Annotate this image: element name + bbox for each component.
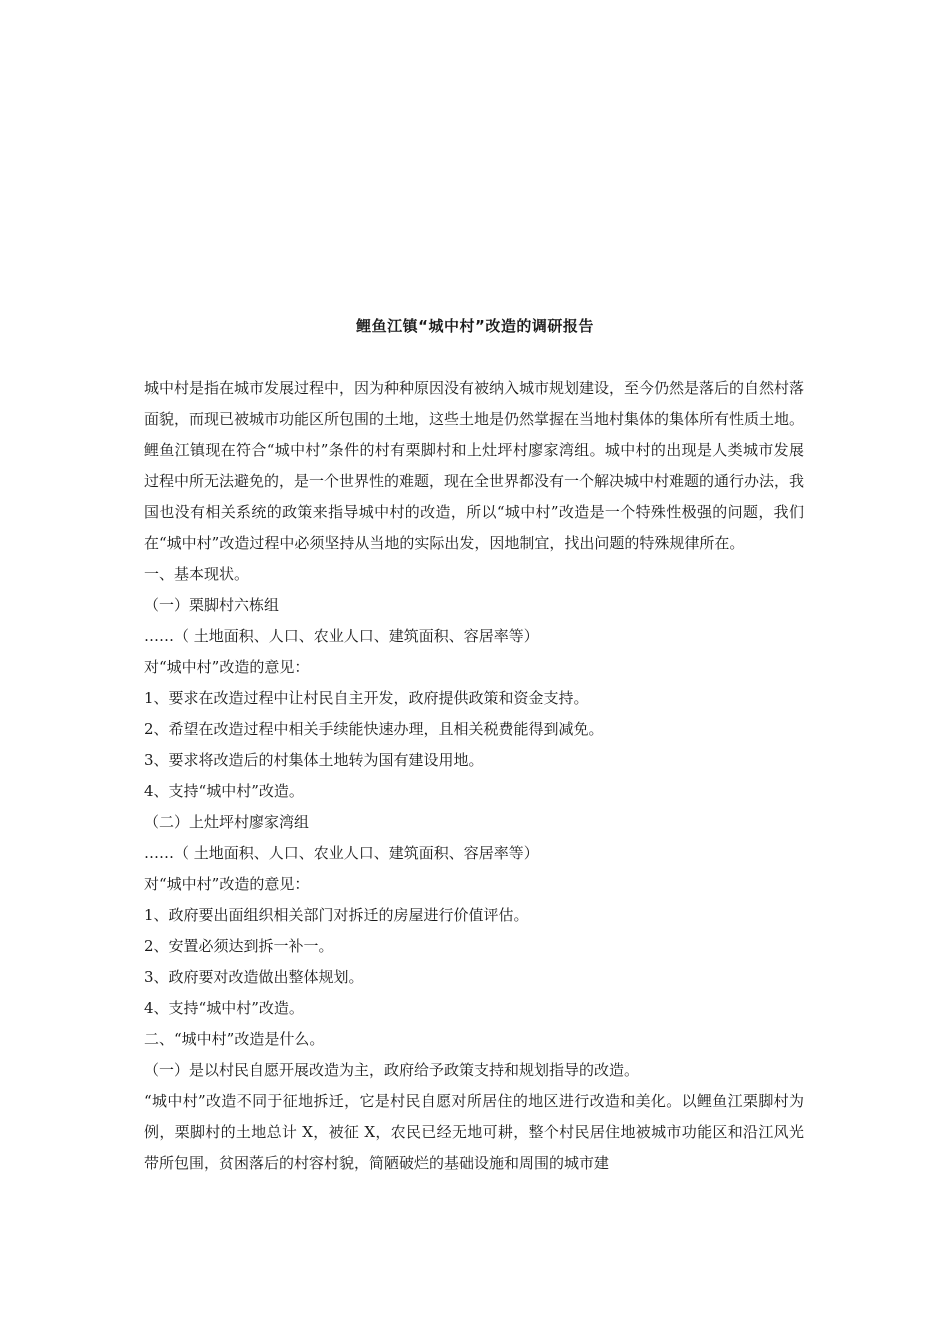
- section-1-sub-2-heading: （二）上灶坪村廖家湾组: [144, 813, 310, 831]
- document-title: 鲤鱼江镇“城中村”改造的调研报告: [356, 317, 594, 335]
- list-item: 4、支持“城中村”改造。: [144, 782, 304, 800]
- list-item: 2、希望在改造过程中相关手续能快速办理，且相关税费能得到减免。: [144, 720, 604, 738]
- section-1-sub-1-heading: （一）栗脚村六栋组: [144, 596, 280, 614]
- list-item: 2、安置必须达到拆一补一。: [144, 937, 334, 955]
- section-1-sub-1-stats: ……（ 土地面积、人口、农业人口、建筑面积、容居率等）: [144, 627, 539, 645]
- list-item: 4、支持“城中村”改造。: [144, 999, 304, 1017]
- list-item: 3、要求将改造后的村集体土地转为国有建设用地。: [144, 751, 484, 769]
- intro-paragraph: 城中村是指在城市发展过程中，因为种种原因没有被纳入城市规划建设，至今仍然是落后的自然村落面貌，而现已被城市功能区所包围的土地，这些土地是仍然掌握在当地村集体的集体所有性质土地。鲤鱼江镇现在符合“城中村”条件的村有栗脚村和上灶坪村廖家湾组。城中村的出现是人类城市发展过程中所无法避免的，是一个世界性的难题，现在全世界都没有一个解决城中村难题的通行办法，我国也没有相关系统的政策来指导城中村的改造，所以“城中村”改造是一个特殊性极强的问题，我们在“城中村”改造过程中必须坚持从当地的实际出发，因地制宜，找出问题的特殊规律所在。: [144, 379, 805, 552]
- section-2-heading: 二、“城中村”改造是什么。: [144, 1030, 325, 1048]
- section-2-paragraph: “城中村”改造不同于征地拆迁，它是村民自愿对所居住的地区进行改造和美化。以鲤鱼江栗脚村为例，栗脚村的土地总计 X，被征 X，农民已经无地可耕，整个村民居住地被城市功能区和沿江风光带所包围，贫困落后的村容村貌，简陋破烂的基础设施和周围的城市建: [144, 1092, 804, 1172]
- section-1-sub-2-opinion-heading: 对“城中村”改造的意见：: [144, 875, 310, 893]
- section-1-heading: 一、基本现状。: [144, 565, 250, 583]
- list-item: 3、政府要对改造做出整体规划。: [144, 968, 364, 986]
- list-item: 1、要求在改造过程中让村民自主开发，政府提供政策和资金支持。: [144, 689, 589, 707]
- document-body: [144, 373, 804, 1179]
- list-item: 1、政府要出面组织相关部门对拆迁的房屋进行价值评估。: [144, 906, 529, 924]
- section-1-sub-1-opinion-heading: 对“城中村”改造的意见：: [144, 658, 310, 676]
- section-1-sub-2-stats: ……（ 土地面积、人口、农业人口、建筑面积、容居率等）: [144, 844, 539, 862]
- section-2-sub-1-heading: （一）是以村民自愿开展改造为主，政府给予政策支持和规划指导的改造。: [144, 1061, 640, 1079]
